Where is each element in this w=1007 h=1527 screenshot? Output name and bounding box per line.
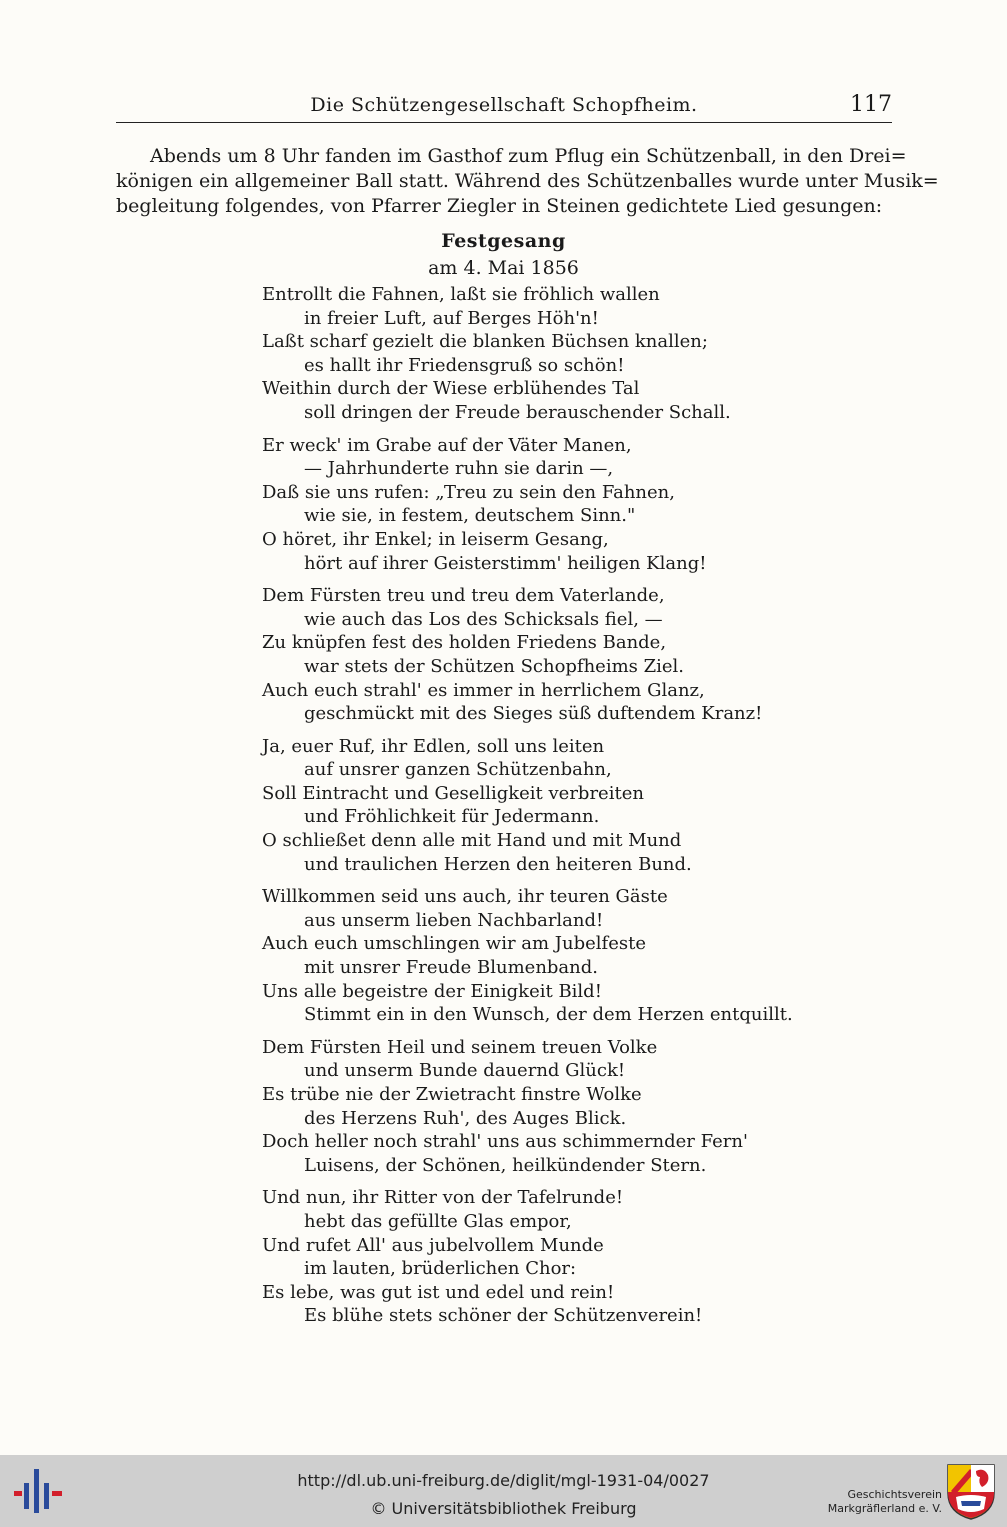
intro-paragraph <box>116 144 939 219</box>
poem-verse-line: aus unserm lieben Nachbarland! <box>304 909 604 931</box>
poem-verse-line: und unserm Bunde dauernd Glück! <box>304 1060 626 1082</box>
poem-stanza <box>262 885 902 1027</box>
poem-verse-line: Willkommen seid uns auch, ihr teuren Gäste <box>262 886 668 908</box>
poem-verse-line: Auch euch umschlingen wir am Jubelfeste <box>262 933 646 955</box>
society-name-line: Geschichtsverein <box>847 1488 942 1501</box>
poem-verse-line: O schließet denn alle mit Hand und mit Mund <box>262 830 682 852</box>
poem-verse-line: Doch heller noch strahl' uns aus schimmernder Fern' <box>262 1131 748 1153</box>
footer-url-link[interactable]: http://dl.ub.uni-freiburg.de/diglit/mgl-1931-04/0027 <box>297 1471 710 1490</box>
poem-verse-line: Uns alle begeistre der Einigkeit Bild! <box>262 980 602 1002</box>
poem-verse-line: Zu knüpfen fest des holden Friedens Bande, <box>262 632 667 654</box>
poem-verse-line: wie sie, in festem, deutschem Sinn." <box>304 505 636 527</box>
poem-verse-line: Dem Fürsten Heil und seinem treuen Volke <box>262 1036 658 1058</box>
poem-verse-line: O höret, ihr Enkel; in leiserm Gesang, <box>262 528 609 550</box>
poem-stanza <box>262 584 902 726</box>
poem-verse-line: — Jahrhunderte ruhn sie darin —, <box>304 458 614 480</box>
poem-verse-line: mit unsrer Freude Blumenband. <box>304 957 599 979</box>
poem-verse-line: und traulichen Herzen den heiteren Bund. <box>304 853 692 875</box>
poem-stanza <box>262 434 902 576</box>
poem-verse-line: Daß sie uns rufen: „Treu zu sein den Fahnen, <box>262 481 675 503</box>
poem-verse-line: Es lebe, was gut ist und edel und rein! <box>262 1281 615 1303</box>
poem-verse-line: Dem Fürsten treu und treu dem Vaterlande, <box>262 585 665 607</box>
poem-verse-line: Er weck' im Grabe auf der Väter Manen, <box>262 434 632 456</box>
poem-verse-line: auf unsrer ganzen Schützenbahn, <box>304 759 612 781</box>
poem-verse-line: Es trübe nie der Zwietracht finstre Wolke <box>262 1084 642 1105</box>
poem-stanza <box>262 1186 902 1328</box>
intro-line: Abends um 8 Uhr fanden im Gasthof zum Pflug ein Schützenball, in den Drei= <box>150 145 907 167</box>
poem-verse-line: Luisens, der Schönen, heilkündender Stern. <box>304 1154 707 1176</box>
poem-verse-line: Entrollt die Fahnen, laßt sie fröhlich wallen <box>262 284 660 305</box>
footer-copyright: © Universitätsbibliothek Freiburg <box>370 1499 637 1518</box>
coat-of-arms-icon[interactable] <box>946 1463 996 1521</box>
intro-line: begleitung folgendes, von Pfarrer Ziegler in Steinen gedichtete Lied gesungen: <box>116 195 883 217</box>
poem-date: am 4. Mai 1856 <box>428 257 579 279</box>
poem-verse-line: Weithin durch der Wiese erblühendes Tal <box>262 378 640 400</box>
society-name <box>802 1488 942 1516</box>
poem-verse-line: Und nun, ihr Ritter von der Tafelrunde! <box>262 1187 624 1209</box>
poem-verse-line: hebt das gefüllte Glas empor, <box>304 1210 572 1232</box>
poem-verse-line: Laßt scharf gezielt die blanken Büchsen knallen; <box>262 331 708 353</box>
society-name-line: Markgräflerland e. V. <box>827 1502 942 1515</box>
poem-verse-line: und Fröhlichkeit für Jedermann. <box>304 806 600 828</box>
intro-line: königen ein allgemeiner Ball statt. Während des Schützenballes wurde unter Musik= <box>116 170 939 192</box>
poem-body <box>262 283 902 1337</box>
poem-verse-line: Auch euch strahl' es immer in herrlichem Glanz, <box>262 679 705 701</box>
running-head <box>116 92 892 123</box>
poem-verse-line: wie auch das Los des Schicksals fiel, — <box>304 608 663 630</box>
footer-bar <box>0 1455 1007 1527</box>
poem-verse-line: Soll Eintracht und Geselligkeit verbreiten <box>262 782 644 804</box>
page-number: 117 <box>850 92 892 117</box>
poem-verse-line: Und rufet All' aus jubelvollem Munde <box>262 1234 604 1256</box>
poem-verse-line: Es blühe stets schöner der Schützenverein! <box>304 1305 703 1327</box>
poem-verse-line: im lauten, brüderlichen Chor: <box>304 1258 577 1280</box>
poem-verse-line: war stets der Schützen Schopfheims Ziel. <box>304 655 685 677</box>
poem-verse-line: Stimmt ein in den Wunsch, der dem Herzen entquillt. <box>304 1004 793 1026</box>
poem-verse-line: geschmückt mit des Sieges süß duftendem Kranz! <box>304 703 763 725</box>
poem-stanza <box>262 735 902 877</box>
running-title: Die Schützengesellschaft Schopfheim. <box>310 94 698 116</box>
poem-title: Festgesang <box>441 230 566 252</box>
poem-verse-line: Ja, euer Ruf, ihr Edlen, soll uns leiten <box>262 735 605 757</box>
poem-verse-line: in freier Luft, auf Berges Höh'n! <box>304 307 599 329</box>
poem-stanza <box>262 1036 902 1178</box>
poem-stanza <box>262 283 902 425</box>
poem-verse-line: es hallt ihr Friedensgruß so schön! <box>304 354 625 376</box>
poem-verse-line: soll dringen der Freude berauschender Schall. <box>304 401 731 423</box>
poem-verse-line: hört auf ihrer Geisterstimm' heiligen Klang! <box>304 552 707 574</box>
poem-verse-line: des Herzens Ruh', des Auges Blick. <box>304 1107 627 1129</box>
